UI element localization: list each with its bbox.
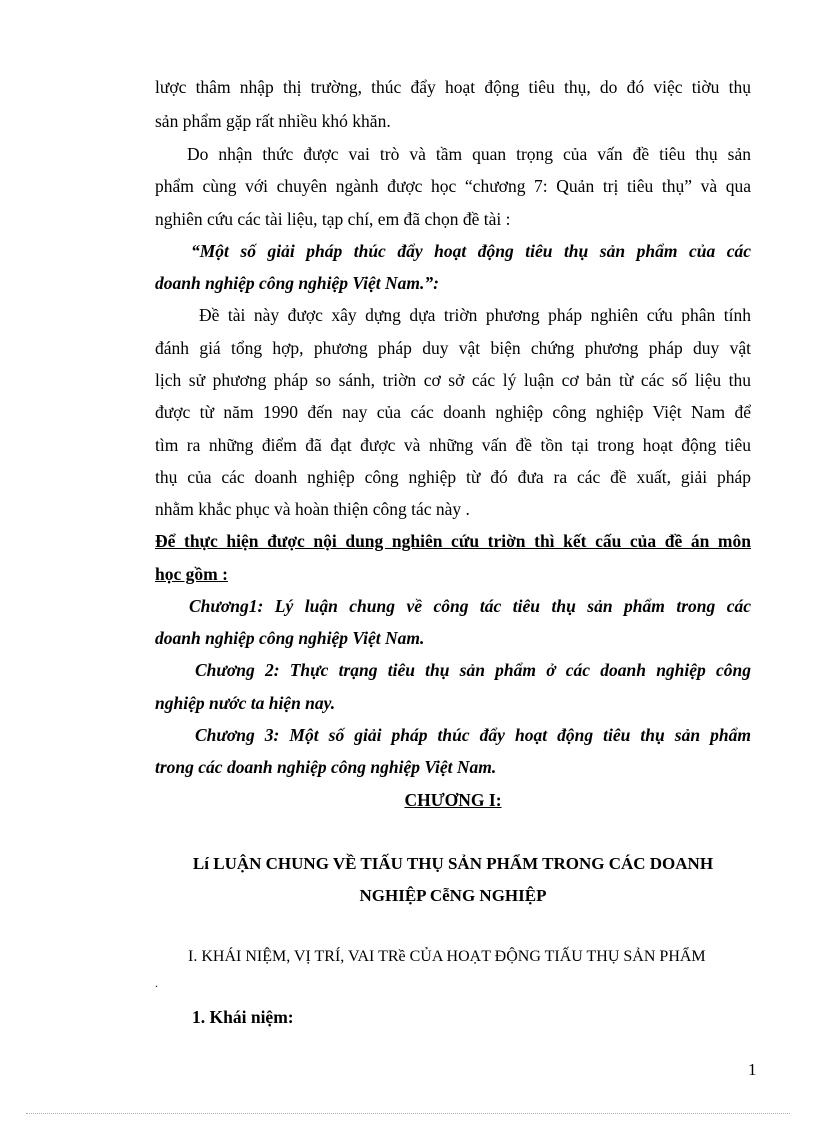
chapter-list-item: Chương 2: Thực trạng tiêu thụ sản phẩm ở các doanh nghiệp công xyxy=(195,660,751,680)
chapter-title: Lí LUẬN CHUNG VỀ TIẤU THỤ SẢN PHẨM TRONG CÁC DOANH xyxy=(192,854,714,873)
body-line: Đề tài này được xây dựng dựa triờn phương pháp nghiên cứu phân tính xyxy=(199,305,751,325)
chapter-list-item: nghiệp nước ta hiện nay. xyxy=(155,693,336,713)
chapter-title: NGHIỆP CễNG NGHIỆP xyxy=(359,886,547,905)
section-heading: I. KHÁI NIỆM, VỊ TRÍ, VAI TRề CỦA HOẠT ĐỘNG TIẤU THỤ SẢN PHẨM xyxy=(188,948,706,965)
body-line: nghiên cứu các tài liệu, tạp chí, em đã chọn đề tài : xyxy=(155,209,511,229)
chapter-list-item: trong các doanh nghiệp công nghiệp Việt Nam. xyxy=(155,757,497,777)
body-line: thụ của các doanh nghiệp công nghiệp từ đó đưa ra các đề xuất, giải pháp xyxy=(155,467,751,487)
body-line: lịch sử phương pháp so sánh, triờn cơ sở các lý luận cơ bản từ các số liệu thu xyxy=(155,370,751,390)
structure-heading: học gồm : xyxy=(155,564,228,584)
body-line: nhằm khắc phục và hoàn thiện công tác này . xyxy=(155,499,470,519)
body-line: sản phẩm gặp rất nhiều khó khăn. xyxy=(155,111,391,131)
body-line: được từ năm 1990 đến nay của các doanh nghiệp công nghiệp Việt Nam để xyxy=(155,402,751,422)
subsection-heading: 1. Khái niệm: xyxy=(192,1007,294,1027)
chapter-heading: CHƯƠNG I: xyxy=(404,790,502,810)
topic-title-line: doanh nghiệp công nghiệp Việt Nam.”: xyxy=(155,273,439,293)
chapter-list-item: Chương1: Lý luận chung về công tác tiêu thụ sản phẩm trong các xyxy=(189,596,751,616)
section-dot: . xyxy=(155,976,158,990)
body-line: phẩm cùng với chuyên ngành được học “chương 7: Quản trị tiêu thụ” và qua xyxy=(155,176,751,196)
page-number: 1 xyxy=(748,1060,757,1079)
body-line: đánh giá tổng hợp, phương pháp duy vật biện chứng phương pháp duy vật xyxy=(155,338,751,358)
page-boundary-divider xyxy=(26,1113,790,1114)
body-line: Do nhận thức được vai trò và tầm quan trọng của vấn đề tiêu thụ sản xyxy=(187,144,751,164)
body-line: lược thâm nhập thị trường, thúc đẩy hoạt động tiêu thụ, do đó việc tiờu thụ xyxy=(155,77,751,97)
chapter-list-item: doanh nghiệp công nghiệp Việt Nam. xyxy=(155,628,425,648)
chapter-list-item: Chương 3: Một số giải pháp thúc đẩy hoạt động tiêu thụ sản phẩm xyxy=(195,725,751,745)
structure-heading: Để thực hiện được nội dung nghiên cứu triờn thì kết cấu của đề án môn xyxy=(155,531,751,551)
topic-title-line: “Một số giải pháp thúc đẩy hoạt động tiêu thụ sản phẩm của các xyxy=(191,241,751,261)
body-line: tìm ra những điểm đã đạt được và những vấn đề tồn tại trong hoạt động tiêu xyxy=(155,435,751,455)
